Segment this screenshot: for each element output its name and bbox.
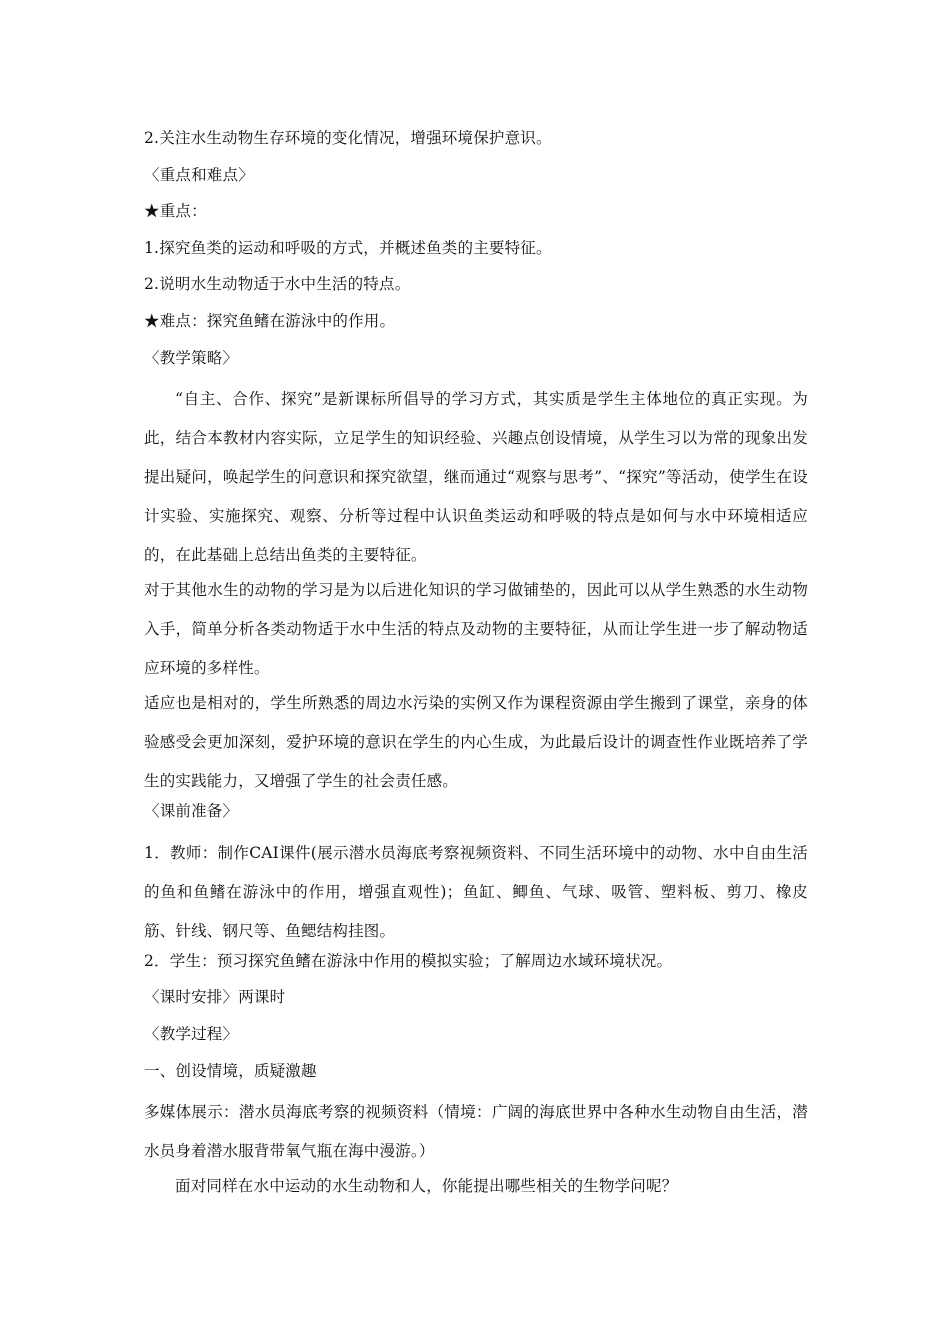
schedule-line: 〈课时安排〉两课时: [144, 988, 286, 1007]
goal-item-2: 2.关注水生动物生存环境的变化情况，增强环境保护意识。: [144, 129, 552, 147]
process-heading: 〈教学过程〉: [144, 1024, 239, 1043]
section-1-title: 一、创设情境，质疑激趣: [144, 1061, 317, 1080]
strategy-heading: 〈教学策略〉: [144, 348, 239, 367]
document-body: [144, 124, 808, 1202]
strategy-paragraph-3: 适应也是相对的，学生所熟悉的周边水污染的实例又作为课程资源由学生搬到了课堂，亲身的体验感受会更加深刻，爱护环境的意识在学生的内心生成，为此最后设计的调查性作业既培养了学生的实践能力，又增强了学生的社会责任感。: [144, 694, 808, 791]
difficulty-point: ★难点：探究鱼鳍在游泳中的作用。: [144, 311, 396, 330]
question-paragraph: 面对同样在水中运动的水生动物和人，你能提出哪些相关的生物学问呢？: [175, 1177, 678, 1196]
prep-student: 2．学生：预习探究鱼鳍在游泳中作用的模拟实验；了解周边水域环境状况。: [144, 951, 673, 970]
key-point-2: 2.说明水生动物适于水中生活的特点。: [144, 275, 411, 294]
media-paragraph: 多媒体展示：潜水员海底考察的视频资料（情境：广阔的海底世界中各种水生动物自由生活，潜水员身着潜水服背带氧气瓶在海中漫游。）: [144, 1103, 808, 1161]
strategy-paragraph-1: “自主、合作、探究”是新课标所倡导的学习方式，其实质是学生主体地位的真正实现。为此，结合本教材内容实际，立足学生的知识经验、兴趣点创设情境，从学生习以为常的现象出发提出疑问，唤起学生的问意识和探究欲望，继而通过“观察与思考”、“探究”等活动，使学生在设计实验、实施探究、观察、分析等过程中认识鱼类运动和呼吸的特点是如何与水中环境相适应的，在此基础上总结出鱼类的主要特征。: [144, 390, 808, 565]
key-points-heading: 〈重点和难点〉: [144, 165, 254, 184]
key-point-1: 1.探究鱼类的运动和呼吸的方式，并概述鱼类的主要特征。: [144, 238, 552, 257]
prep-heading: 〈课前准备〉: [144, 802, 239, 821]
strategy-paragraph-2: 对于其他水生的动物的学习是为以后进化知识的学习做铺垫的，因此可以从学生熟悉的水生动物入手，简单分析各类动物适于水中生活的特点及动物的主要特征，从而让学生进一步了解动物适应环境的多样性。: [144, 581, 808, 678]
prep-teacher: 1．教师：制作CAI课件(展示潜水员海底考察视频资料、不同生活环境中的动物、水中自由生活的鱼和鱼鳍在游泳中的作用，增强直观性)；鱼缸、鲫鱼、气球、吸管、塑料板、剪刀、橡皮筋、针线、钢尺等、鱼鳃结构挂图。: [144, 843, 808, 940]
key-point-label: ★重点：: [144, 202, 207, 221]
